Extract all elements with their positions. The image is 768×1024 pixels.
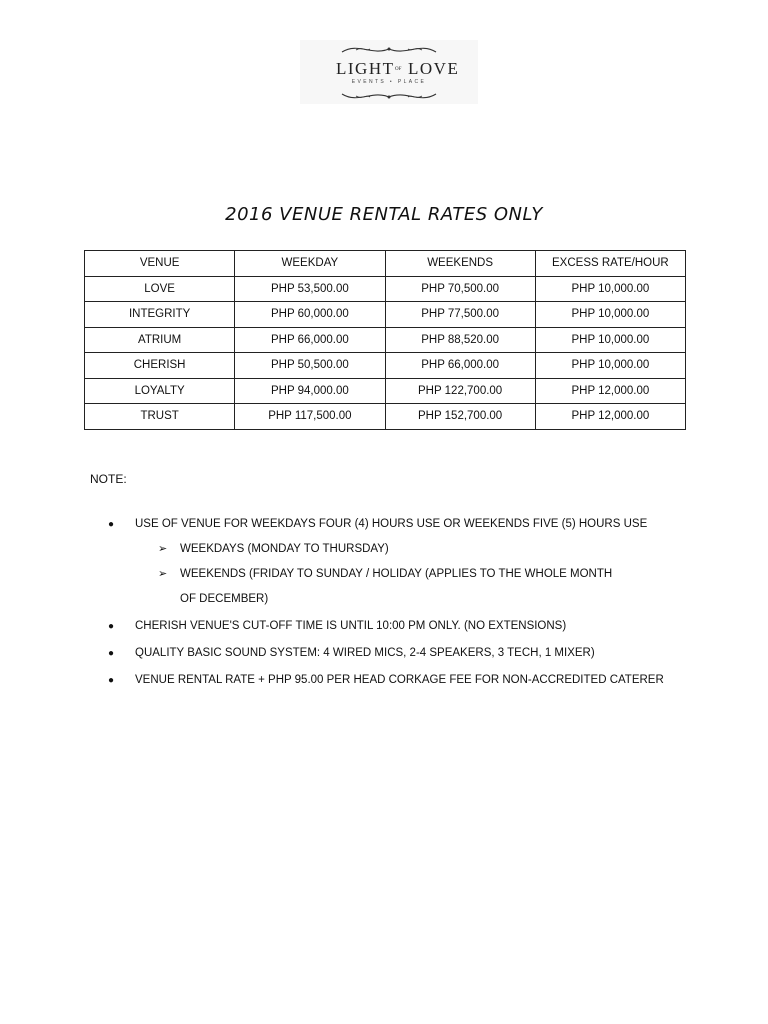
weekends-cell: PHP 152,700.00 xyxy=(385,404,535,430)
weekday-cell: PHP 60,000.00 xyxy=(235,302,385,328)
excess-rate-cell: PHP 10,000.00 xyxy=(535,353,685,379)
logo-text-love: LOVE xyxy=(408,59,460,78)
sub-note-text: WEEKDAYS (MONDAY TO THURSDAY) xyxy=(180,543,389,555)
weekends-cell: PHP 77,500.00 xyxy=(385,302,535,328)
weekday-cell: PHP 50,500.00 xyxy=(235,353,385,379)
list-item xyxy=(108,641,708,666)
bullet-icon: ● xyxy=(108,648,115,659)
arrow-bullet-icon: ➢ xyxy=(158,568,168,580)
bullet-icon: ● xyxy=(108,675,115,686)
weekday-cell: PHP 94,000.00 xyxy=(235,378,385,404)
arrow-bullet-icon: ➢ xyxy=(158,543,168,555)
list-item xyxy=(108,512,708,537)
sub-list-item xyxy=(158,537,708,562)
table-row xyxy=(85,276,686,302)
header-excess-rate: EXCESS RATE/HOUR xyxy=(535,251,685,277)
header-weekday: WEEKDAY xyxy=(235,251,385,277)
notes-list xyxy=(108,512,708,693)
excess-rate-cell: PHP 10,000.00 xyxy=(535,327,685,353)
venue-cell: TRUST xyxy=(85,404,235,430)
table-row xyxy=(85,353,686,379)
weekday-cell: PHP 117,500.00 xyxy=(235,404,385,430)
table-row xyxy=(85,404,686,430)
header-weekends: WEEKENDS xyxy=(385,251,535,277)
excess-rate-cell: PHP 12,000.00 xyxy=(535,404,685,430)
venue-cell: ATRIUM xyxy=(85,327,235,353)
weekday-cell: PHP 66,000.00 xyxy=(235,327,385,353)
table-row xyxy=(85,302,686,328)
table-row xyxy=(85,327,686,353)
sub-note-text: WEEKENDS (FRIDAY TO SUNDAY / HOLIDAY (APPLIES TO THE WHOLE MONTH OF DECEMBER) xyxy=(180,568,613,605)
sub-list-item xyxy=(158,562,708,612)
rates-table xyxy=(84,250,686,430)
note-label: NOTE: xyxy=(90,472,127,486)
weekends-cell: PHP 88,520.00 xyxy=(385,327,535,353)
note-text: CHERISH VENUE'S CUT-OFF TIME IS UNTIL 10:00 PM ONLY. (NO EXTENSIONS) xyxy=(135,620,567,632)
excess-rate-cell: PHP 12,000.00 xyxy=(535,378,685,404)
venue-cell: LOVE xyxy=(85,276,235,302)
weekends-cell: PHP 66,000.00 xyxy=(385,353,535,379)
light-of-love-logo xyxy=(300,40,478,104)
table-header-row xyxy=(85,251,686,277)
weekends-cell: PHP 122,700.00 xyxy=(385,378,535,404)
bullet-icon: ● xyxy=(108,621,115,632)
logo-text-events-place: EVENTS • PLACE xyxy=(351,79,427,85)
venue-cell: INTEGRITY xyxy=(85,302,235,328)
note-text: QUALITY BASIC SOUND SYSTEM: 4 WIRED MICS, 2-4 SPEAKERS, 3 TECH, 1 MIXER) xyxy=(135,647,595,659)
weekends-cell: PHP 70,500.00 xyxy=(385,276,535,302)
list-item xyxy=(108,668,708,693)
venue-cell: LOYALTY xyxy=(85,378,235,404)
excess-rate-cell: PHP 10,000.00 xyxy=(535,276,685,302)
table-row xyxy=(85,378,686,404)
logo-text-of: OF xyxy=(395,67,402,72)
bullet-icon: ● xyxy=(108,519,115,530)
header-venue: VENUE xyxy=(85,251,235,277)
note-text: VENUE RENTAL RATE + PHP 95.00 PER HEAD CORKAGE FEE FOR NON-ACCREDITED CATERER xyxy=(135,674,664,686)
venue-cell: CHERISH xyxy=(85,353,235,379)
weekday-cell: PHP 53,500.00 xyxy=(235,276,385,302)
list-item xyxy=(108,614,708,639)
sub-list xyxy=(158,537,708,612)
note-text: USE OF VENUE FOR WEEKDAYS FOUR (4) HOURS USE OR WEEKENDS FIVE (5) HOURS USE xyxy=(135,518,648,530)
page-title: 2016 VENUE RENTAL RATES ONLY xyxy=(225,204,543,225)
excess-rate-cell: PHP 10,000.00 xyxy=(535,302,685,328)
logo-text-light: LIGHT xyxy=(336,59,395,78)
